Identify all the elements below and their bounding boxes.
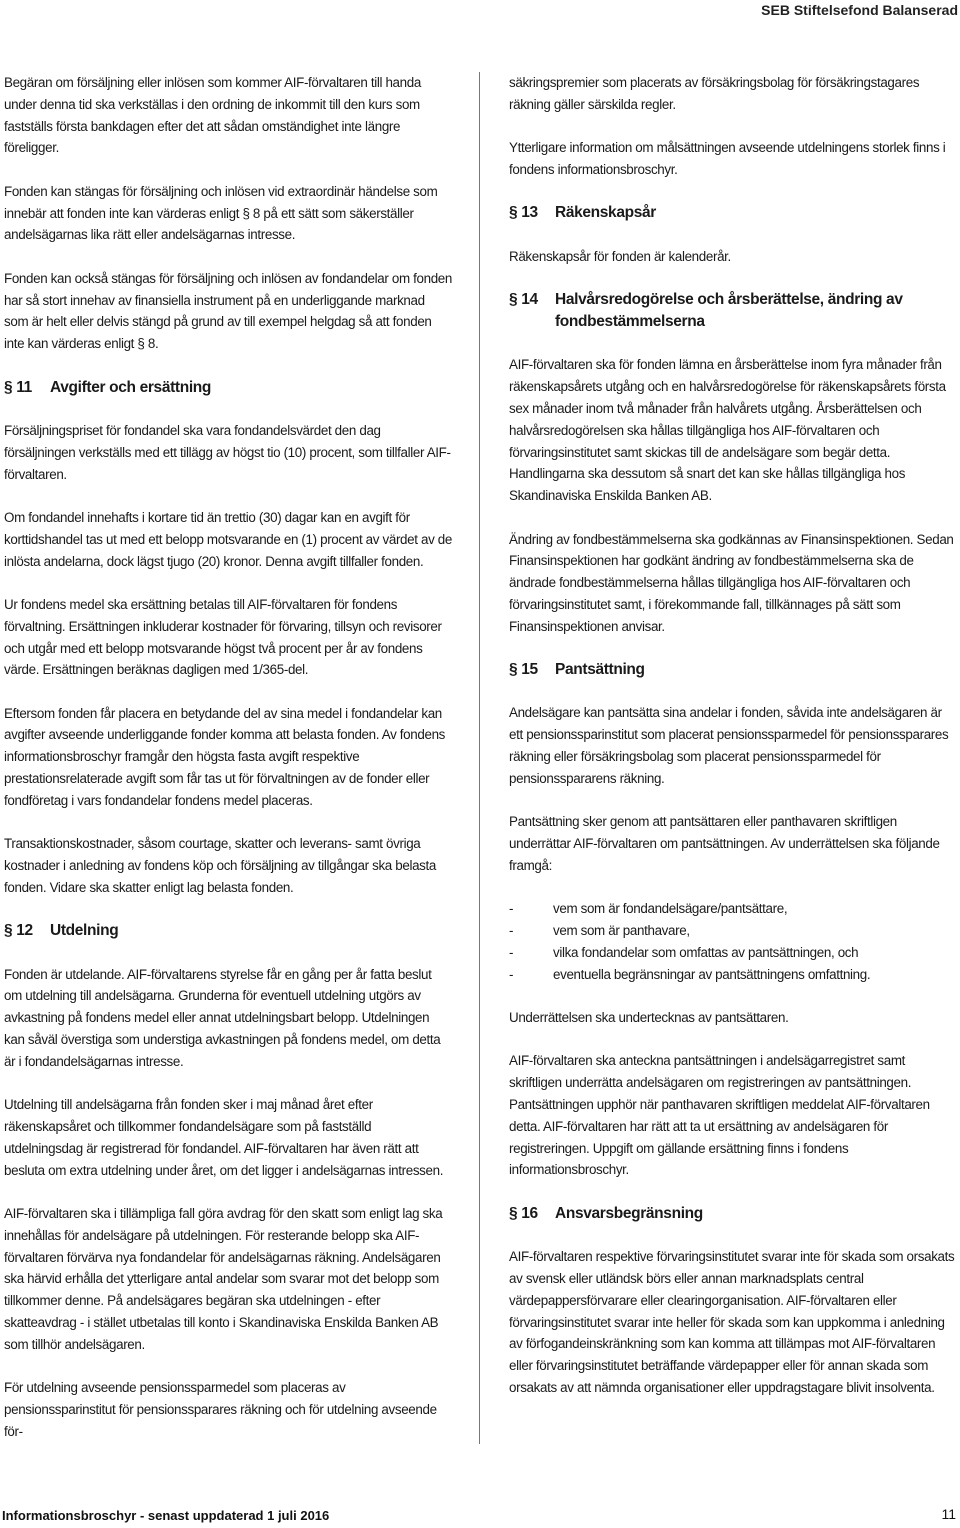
- section-number: § 11: [4, 378, 32, 396]
- paragraph: säkringspremier som placerats av försäkringsbolag för försäkringstagares räkning gäller särskilda regler.: [509, 75, 920, 112]
- paragraph: AIF-förvaltaren respektive förvaringsinstitutet svarar inte för skada som orsakats av svensk eller utländsk börs eller annan marknadsplats central värdepappersförvarare eller clearingorganisation. AIF-förvaltaren eller förvaringsinstitutet svarar inte heller för skada som kan uppkomma i anledning av förfogandeinskränkning som kan komma att tillämpas mot AIF-förvaltaren eller förvaringsinstitutet beträffande värdepapper eller för annan skada som orsakats av att nämnda organisationer eller uppdragstagare blivit insolventa.: [509, 1249, 955, 1395]
- paragraph: Fonden är utdelande. AIF-förvaltarens styrelse får en gång per år fatta beslut om utdelning till andelsägarna. Grunderna för eventuell utdelning utgörs av avkastning på fondens medel eller annat utdelningsbart belopp. Utdelningen kan såväl överstiga som understiga avkastningen på fondens medel, om detta är i fondandelsägarnas intresse.: [4, 966, 441, 1069]
- section-title: Pantsättning: [555, 661, 645, 679]
- list-item-text: vem som är panthavare,: [553, 923, 690, 939]
- list-item-text: eventuella begränsningar av pantsättningens omfattning.: [553, 966, 871, 982]
- section-title: Utdelning: [50, 922, 119, 940]
- column-divider: [479, 72, 480, 1444]
- document-header-title: SEB Stiftelsefond Balanserad: [761, 2, 958, 18]
- paragraph: Eftersom fonden får placera en betydande del av sina medel i fondandelar kan avgifter avseende underliggande fonder komma att belasta fonden. Av fondens informationsbroschyr framgår den högsta fasta avgift respektive prestationsrelaterade avgift som får tas ut för förvaltningen av de fonder eller fondföretag i vars fondandelar fondens medel placeras.: [4, 705, 446, 808]
- left-column: [4, 72, 452, 1464]
- paragraph: Räkenskapsår för fonden är kalenderår.: [509, 248, 731, 264]
- section-title: Ansvarsbegränsning: [555, 1204, 703, 1222]
- section-number: § 16: [509, 1204, 538, 1222]
- section-title: Halvårsredogörelse och årsberättelse, ändring av fondbestämmelserna: [555, 291, 903, 330]
- pledge-requirements-list: [509, 898, 957, 985]
- section-title: Räkenskapsår: [555, 204, 656, 222]
- paragraph: AIF-förvaltaren ska för fonden lämna en årsberättelse inom fyra månader från räkenskapsårets utgång och en halvårsredogörelse för räkenskapsårets första sex månader inom två månader från halvårets utgång. Årsberättelsen och halvårsredogörelsen ska hållas tillgängliga hos AIF-förvaltaren och förvaringsinstitutet samt skickas till de andelsägare som begär detta. Handlingarna ska dessutom så snart det kan ske hållas tillgängliga hos Skandinaviska Enskilda Banken AB.: [509, 357, 946, 504]
- list-item: [509, 942, 957, 964]
- section-number: § 13: [509, 204, 538, 222]
- section-heading-12: [4, 920, 452, 942]
- section-number: § 14: [509, 291, 538, 309]
- paragraph: Transaktionskostnader, såsom courtage, skatter och leverans- samt övriga kostnader i anledning av fondens köp och försäljning av tillgångar ska belasta fonden. Vidare ska skatter enligt lag belasta fonden.: [4, 836, 436, 895]
- paragraph: Andelsägare kan pantsätta sina andelar i fonden, såvida inte andelsägaren är ett pensionssparinstitut som placerat pensionssparmedel för pensionssparares räkning eller försäkringsbolag som placerat pensionssparmedel för pensionsspararens räkning.: [509, 705, 949, 786]
- list-item-text: vem som är fondandelsägare/pantsättare,: [553, 901, 788, 917]
- paragraph: Begäran om försäljning eller inlösen som kommer AIF-förvaltaren till handa under denna tid ska verkställas i den ordning de inkommit till den kurs som fastställs första bankdagen efter det att sådan omständighet inte längre föreligger.: [4, 75, 421, 156]
- list-dash: -: [509, 923, 514, 939]
- paragraph: Pantsättning sker genom att pantsättaren eller panthavaren skriftligen underrättar AIF-förvaltaren om pantsättningen. Av underrättelsen ska följande framgå:: [509, 814, 940, 873]
- paragraph: Fonden kan också stängas för försäljning och inlösen av fondandelar om fonden har så stort innehav av finansiella instrument på en underliggande marknad som är helt eller delvis stängd på grund av till exempel helgdag så att fonden inte kan värderas enligt § 8.: [4, 270, 452, 352]
- paragraph: Ytterligare information om målsättningen avseende utdelningens storlek finns i fondens informationsbroschyr.: [509, 140, 946, 177]
- section-heading-14: [509, 289, 957, 333]
- footer-document-info: Informationsbroschyr - senast uppdaterad 1 juli 2016: [2, 1508, 330, 1523]
- paragraph: Underrättelsen ska undertecknas av pantsättaren.: [509, 1010, 789, 1026]
- list-item-text: vilka fondandelar som omfattas av pantsättningen, och: [553, 944, 859, 960]
- paragraph: AIF-förvaltaren ska anteckna pantsättningen i andelsägarregistret samt skriftligen underrätta andelsägaren om registreringen av pantsättningen. Pantsättningen upphör när panthavaren skriftligen meddelat AIF-förvaltaren detta. AIF-förvaltaren har rätt att ta ut ersättning av andelsägaren för registreringen. Uppgift om gällande ersättning finns i fondens informationsbroschyr.: [509, 1053, 930, 1178]
- paragraph: Om fondandel innehafts i kortare tid än trettio (30) dagar kan en avgift för korttidshandel tas ut med ett belopp motsvarande en (1) procent av värdet av de inlösta andelarna, dock lägst tjugo (20) kronor. Denna avgift tillfaller fonden.: [4, 509, 452, 569]
- section-number: § 15: [509, 661, 538, 679]
- page-number: 11: [941, 1506, 956, 1522]
- list-dash: -: [509, 944, 514, 960]
- paragraph: Utdelning till andelsägarna från fonden sker i maj månad året efter räkenskapsåret och tillkommer fondandelsägare som på fastställd utdelningsdag är registrerad för fondandel. AIF-förvaltaren har även rätt att besluta om extra utdelning under året, om det ligger i andelsägarnas intressen.: [4, 1097, 444, 1178]
- paragraph: Ur fondens medel ska ersättning betalas till AIF-förvaltaren för fondens förvaltning. Ersättningen inkluderar kostnader för förvaring, tillsyn och revisorer och utgår med ett belopp motsvarande högst två procent per år av fondens värde. Ersättningen beräknas dagligen med 1/365-del.: [4, 596, 442, 678]
- list-item: [509, 920, 957, 942]
- paragraph: Ändring av fondbestämmelserna ska godkännas av Finansinspektionen. Sedan Finansinspektionen har godkänt ändring av fondbestämmelserna ska de ändrade fondbestämmelserna hållas tillgängliga hos AIF-förvaltaren och förvaringsinstitutet samt, i förekommande fall, tillkännages på sätt som Finansinspektionen anvisar.: [509, 531, 954, 634]
- section-heading-11: [4, 377, 452, 399]
- paragraph: Försäljningspriset för fondandel ska vara fondandelsvärdet den dag försäljningen verkställs med ett tillägg av högst tio (10) procent, som tillfaller AIF-förvaltaren.: [4, 422, 451, 482]
- section-title: Avgifter och ersättning: [50, 378, 212, 396]
- list-item: [509, 898, 957, 920]
- list-dash: -: [509, 901, 514, 917]
- right-column: [509, 72, 957, 1420]
- paragraph: För utdelning avseende pensionssparmedel som placeras av pensionssparinstitut för pensionssparares räkning och för utdelning avseende för-: [4, 1380, 437, 1439]
- paragraph: Fonden kan stängas för försäljning och inlösen vid extraordinär händelse som innebär att fonden inte kan värderas enligt § 8 på ett sätt som säkerställer andelsägarnas lika rätt eller andelsägarnas intresse.: [4, 183, 438, 243]
- section-heading-13: [509, 202, 957, 224]
- paragraph: AIF-förvaltaren ska i tillämpliga fall göra avdrag för den skatt som enligt lag ska innehållas för andelsägare på utdelningen. För resterande belopp ska AIF-förvaltaren förvärva nya fondandelar för andelsägarnas räkning. Andelsägaren ska härvid erhålla det ytterligare antal andelar som svarar mot det belopp som tillkommer denne. På andelsägares begäran ska utdelningen - efter skatteavdrag - i stället utbetalas till konto i Skandinaviska Enskilda Banken AB som tillhör andelsägaren.: [4, 1206, 443, 1352]
- list-item: [509, 964, 957, 986]
- list-dash: -: [509, 966, 514, 982]
- section-heading-15: [509, 659, 957, 681]
- section-number: § 12: [4, 922, 33, 940]
- section-heading-16: [509, 1203, 957, 1225]
